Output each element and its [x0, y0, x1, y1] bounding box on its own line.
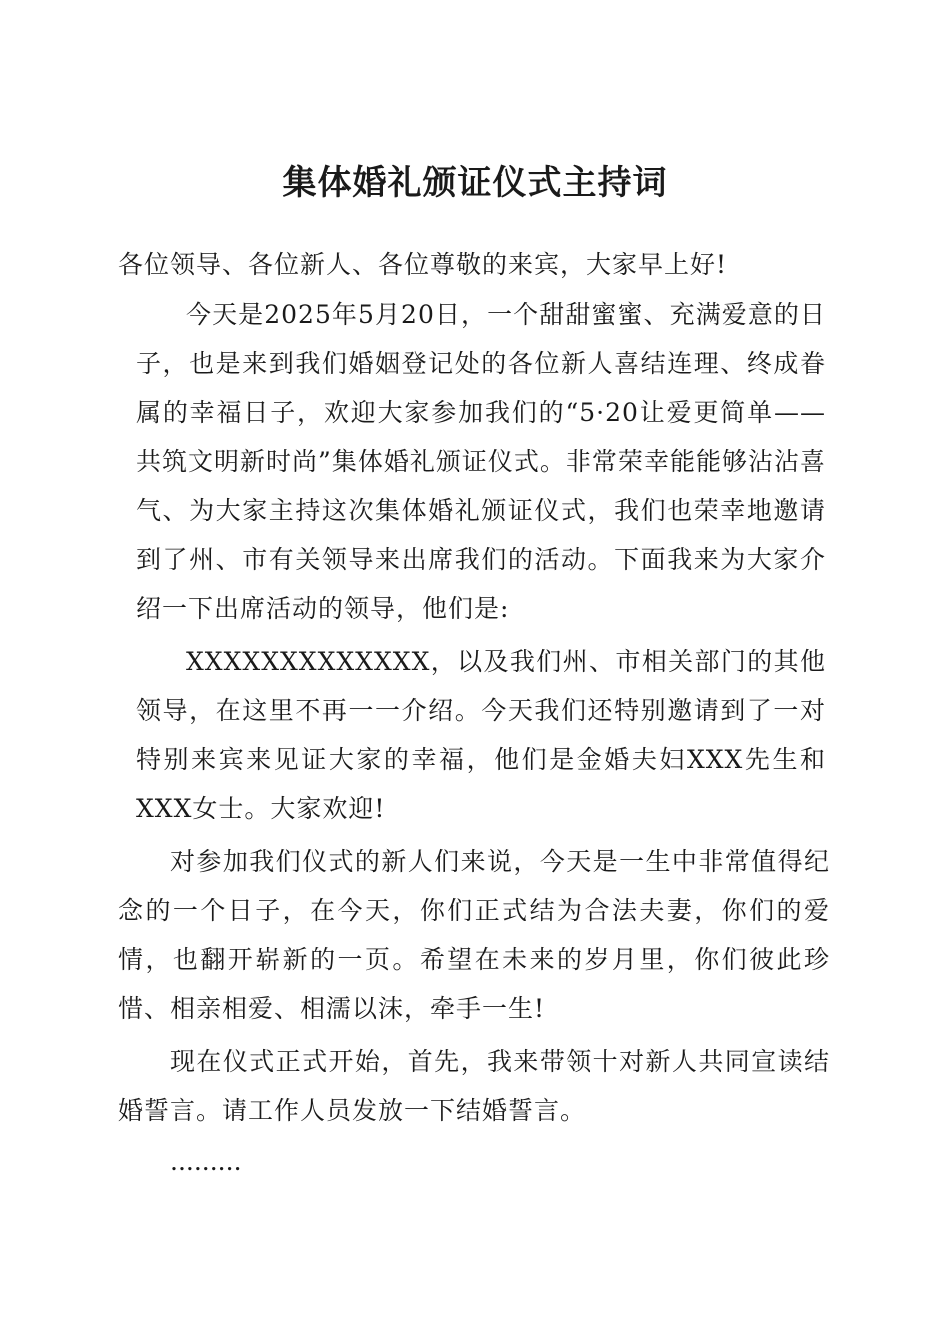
paragraph-greeting: 各位领导、各位新人、各位尊敬的来宾，大家早上好! [118, 250, 728, 279]
paragraph-ellipsis: ......... [170, 1147, 242, 1176]
paragraph-vows: 现在仪式正式开始，首先，我来带领十对新人共同宣读结婚誓言。请工作人员发放一下结婚誓言。 [118, 1047, 830, 1125]
document-title: 集体婚礼颁证仪式主持词 [282, 162, 668, 203]
paragraph-newlyweds: 对参加我们仪式的新人们来说，今天是一生中非常值得纪念的一个日子，在今天，你们正式结为合法夫妻，你们的爱情，也翻开崭新的一页。希望在未来的岁月里，你们彼此珍惜、相亲相爱、相濡以沫，牵手一生! [118, 847, 830, 1023]
paragraph-today: 今天是2025年5月20日，一个甜甜蜜蜜、充满爱意的日子，也是来到我们婚姻登记处的各位新人喜结连理、终成眷属的幸福日子，欢迎大家参加我们的“5·20让爱更简单——共筑文明新时尚”集体婚礼颁证仪式。非常荣幸能能够沾沾喜气、为大家主持这次集体婚礼颁证仪式，我们也荣幸地邀请到了州、市有关领导来出席我们的活动。下面我来为大家介绍一下出席活动的领导，他们是: [136, 300, 826, 623]
paragraph-leaders: XXXXXXXXXXXXX，以及我们州、市相关部门的其他领导，在这里不再一一介绍。今天我们还特别邀请到了一对特别来宾来见证大家的幸福，他们是金婚夫妇XXX先生和XXX女士。大家欢迎! [136, 647, 826, 823]
